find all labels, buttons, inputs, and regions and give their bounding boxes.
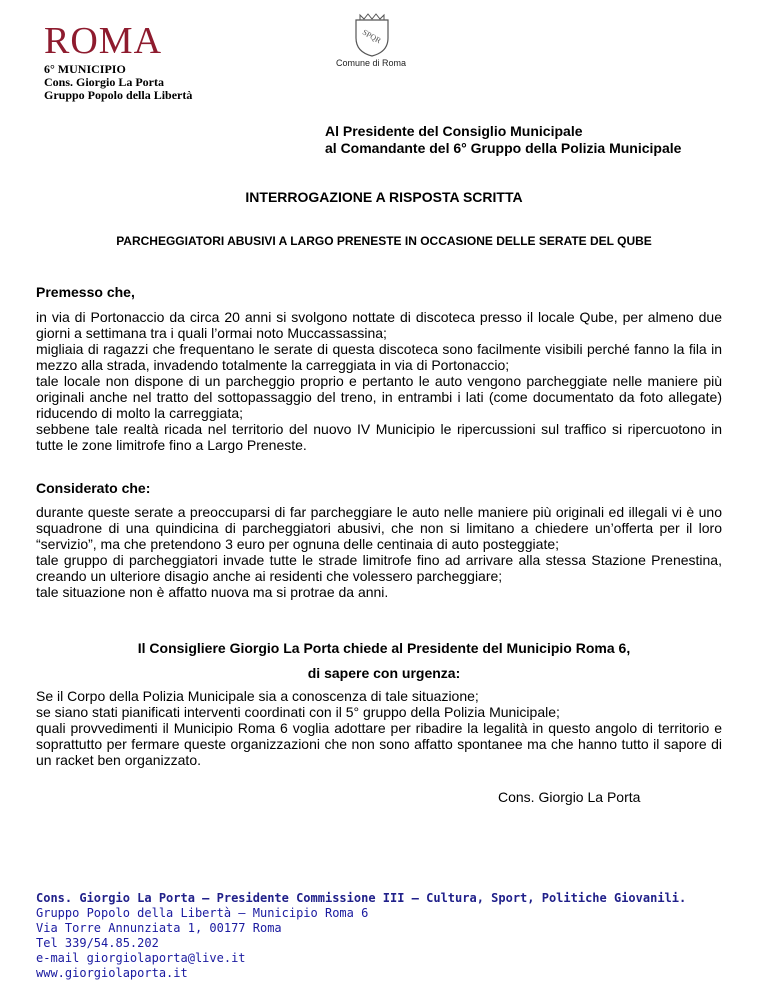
richiesta-paragraph: Se il Corpo della Polizia Municipale sia a conoscenza di tale situazione; [36,688,479,704]
footer-address: Via Torre Annunziata 1, 00177 Roma [36,921,282,935]
footer-phone: Tel 339/54.85.202 [36,936,159,950]
considerato-heading: Considerato che: [36,480,151,496]
comune-caption: Comune di Roma [336,58,407,68]
premesso-paragraph: tale locale non dispone di un parcheggio proprio e pertanto le auto vengono parcheggiate nelle maniere più originali anche nel tratto del sottopassaggio del treno, in entrambi i lati (come documentato da foto allegate) riducendo di molto la carreggiata; [36,373,722,421]
footer [36,891,686,981]
richiesta-paragraph: quali provvedimenti il Municipio Roma 6 voglia adottare per ribadire la legalità in questo angolo di territorio e soprattutto per fermare queste organizzazioni che non sono affatto spontanee ma che hanno tutto il sapore di un racket ben organizzato. [36,720,722,768]
seal-text: SPQR [360,27,383,46]
considerato-paragraph: tale gruppo di parcheggiatori invade tutte le strade limitrofe fino ad arrivare alla stessa Stazione Prenestina, creando un ulteriore disagio anche ai residenti che volessero parcheggiare; [36,552,722,584]
richiesta-line1: Il Consigliere Giorgio La Porta chiede al Presidente del Municipio Roma 6, [137,640,631,656]
footer-title: Cons. Giorgio La Porta – Presidente Commissione III – Cultura, Sport, Politiche Giovanili. [36,891,687,905]
consigliere-label: Cons. Giorgio La Porta [44,75,164,89]
document-title: INTERROGAZIONE A RISPOSTA SCRITTA [245,189,523,205]
municipio-label: 6° MUNICIPIO [44,62,126,76]
gruppo-label: Gruppo Popolo della Libertà [44,88,193,102]
signature: Cons. Giorgio La Porta [498,789,641,805]
premesso-paragraph: in via di Portonaccio da circa 20 anni si svolgono nottate di discoteca presso il locale Qube, per almeno due giorni a settimana tra i quali l’ormai noto Muccassassina; [36,309,722,341]
premesso-heading: Premesso che, [36,284,135,300]
footer-gruppo: Gruppo Popolo della Libertà – Municipio Roma 6 [36,906,369,920]
considerato-paragraph: tale situazione non è affatto nuova ma si protrae da anni. [36,584,389,600]
footer-email-link[interactable]: e-mail giorgiolaporta@live.it [36,951,246,965]
richiesta-line2: di sapere con urgenza: [307,665,461,681]
premesso-paragraph: migliaia di ragazzi che frequentano le serate di questa discoteca sono facilmente visibili perché fanno la fila in mezzo alla strada, invadendo totalmente la carreggiata in via di Portonaccio; [36,341,722,373]
considerato-body [36,504,722,600]
recipient-comandante: al Comandante del 6° Gruppo della Polizia Municipale [325,140,682,156]
recipient-presidente: Al Presidente del Consiglio Municipale [325,123,583,139]
comune-seal-icon [352,12,392,58]
richiesta-paragraph: se siano stati pianificati interventi coordinati con il 5° gruppo della Polizia Municipale; [36,704,560,720]
premesso-paragraph: sebbene tale realtà ricada nel territorio del nuovo IV Municipio le ripercussioni sul traffico si ripercuotono in tutte le zone limitrofe fino a Largo Preneste. [36,421,722,453]
premesso-body [36,309,722,453]
richiesta-body [36,688,722,768]
considerato-paragraph: durante queste serate a preoccuparsi di far parcheggiare le auto nelle maniere più originali ed illegali vi è uno squadrone di una quindicina di parcheggiatori abusivi, che non si limitano a chiedere un’offerta per il loro “servizio”, ma che pretendono 3 euro per ognuna delle centinaia di auto posteggiate; [36,504,722,552]
footer-website-link[interactable]: www.giorgiolaporta.it [36,966,188,980]
roma-logo: ROMA [44,20,163,62]
document-subject: PARCHEGGIATORI ABUSIVI A LARGO PRENESTE IN OCCASIONE DELLE SERATE DEL QUBE [116,234,652,248]
